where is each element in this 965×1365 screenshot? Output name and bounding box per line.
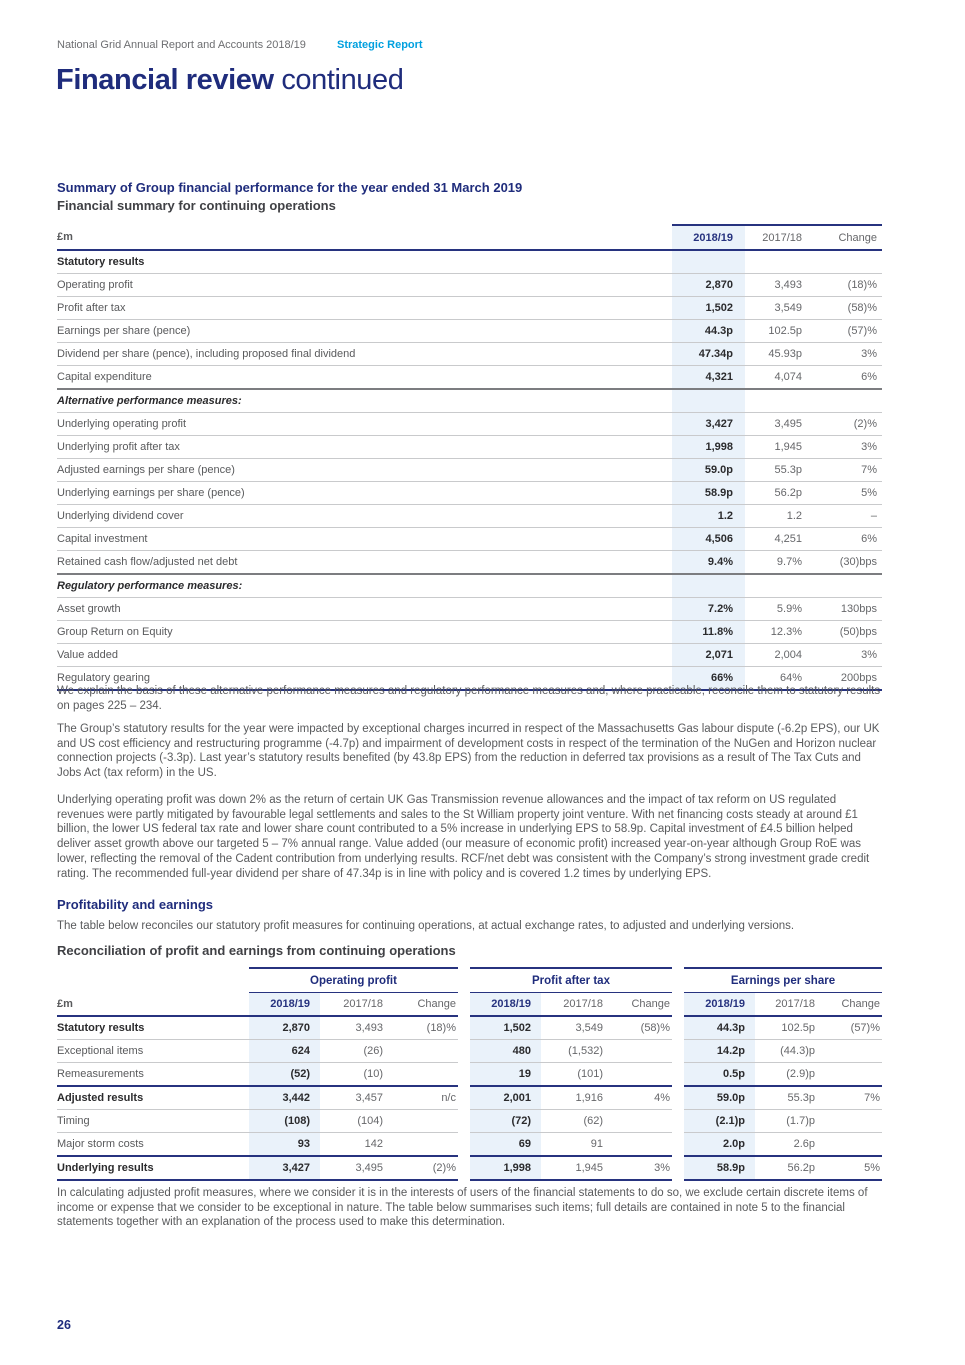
table2-gap [672, 1017, 684, 1039]
pat-2017-18: (62) [541, 1109, 603, 1132]
eps-2017-18: 102.5p [781, 1022, 815, 1034]
rule [57, 1179, 249, 1181]
rule [815, 1179, 882, 1181]
table1-row-label: Underlying earnings per share (pence) [57, 481, 672, 504]
table1-value-change: (18)% [802, 273, 882, 296]
table1-col-change: Change [802, 224, 882, 249]
table2-body [57, 1017, 882, 1179]
paragraph-statutory-results: The Group’s statutory results for the year were impacted by exceptional charges incurred in respect of the Massachusetts Gas labour dispute (-6.2p EPS), our UK and US cost efficiency and restructuring programme (-4.7p) and impairment of development costs in respect of the termination of the NuGen and Horizon nuclear connection projects (-3.3p). Last year’s statutory results benefited (by 43.8p EPS) from the reduction in deferred tax provisions as a result of The Tax Cuts and Jobs Act (tax reform) in the US. [57, 723, 880, 780]
table1-row [57, 620, 882, 643]
table1-row-label: Value added [57, 643, 672, 666]
table1-row-label: Asset growth [57, 597, 672, 620]
pat-2017-18: 3,549 [575, 1022, 603, 1034]
table1-row-label: Earnings per share (pence) [57, 319, 672, 342]
eps-2018-19: 59.0p [684, 1085, 755, 1109]
table2-col-change: Change [383, 993, 458, 1017]
summary-heading: Summary of Group financial performance for the year ended 31 March 2019 [57, 180, 523, 195]
paragraph-underlying-performance: Underlying operating profit was down 2% as the return of certain UK Gas Transmission revenue allowances and the impact of tax reform on US regulated revenues were partly mitigated by favourable legal settlements and sales to the St William property joint venture. With net financing costs steady at around £1 billion, the lower US federal tax rate and lower share count contributed to a 5% increase in underlying EPS to 58.9p. Capital investment of £4.5 billion helped deliver asset growth above our targeted 5 – 7% annual range. Value added (our measure of economic profit) increased year-on-year although Group RoE was lower, reflecting the removal of the Cadent contribution from underlying results. RCF/net debt was consistent with the Company’s strong investment grade credit rating. The recommended full-year dividend per share of 47.34p is in line with policy and is covered 1.2 times by underlying EPS. [57, 794, 870, 880]
pat-2018-19: 69 [470, 1132, 541, 1155]
rule [249, 1179, 320, 1181]
table1-value-change [802, 388, 882, 412]
table1-row-label: Underlying operating profit [57, 412, 672, 435]
table1-row-label: Adjusted earnings per share (pence) [57, 458, 672, 481]
table1-row [57, 550, 882, 573]
table2-gap [672, 1109, 684, 1132]
table2-gap [672, 1155, 684, 1179]
table1-row [57, 527, 882, 550]
table2-gap [458, 1017, 470, 1039]
rule [470, 1179, 541, 1181]
eps-2018-19: 58.9p [684, 1155, 755, 1179]
table1-value-2017-18 [745, 251, 802, 273]
rule [383, 1179, 458, 1181]
table2-group-profit-after-tax: Profit after tax [470, 967, 672, 993]
table1-row-label: Regulatory performance measures: [57, 573, 672, 597]
pat-change: 4% [603, 1085, 672, 1109]
table1-value-2017-18: 4,251 [745, 527, 802, 550]
table2-row-label: Remeasurements [57, 1062, 249, 1085]
table1-value-2017-18: 1.2 [745, 504, 802, 527]
table1-value-change: (30)bps [802, 550, 882, 573]
op-2018-19: 93 [249, 1132, 320, 1155]
table2-group-earnings-per-share: Earnings per share [684, 967, 882, 993]
op-2017-18: 3,493 [355, 1022, 383, 1034]
eps-change [815, 1039, 882, 1062]
paragraph-apm-note: We explain the basis of these alternative performance measures and regulatory performance measures and, where practicable, reconcile them to statutory results on pages 225 – 234. [57, 685, 881, 712]
table1-value-2018-19: 2,071 [672, 643, 745, 666]
table1-value-2018-19: 47.34p [672, 342, 745, 365]
table1-row [57, 458, 882, 481]
table1-value-change: (57)% [802, 319, 882, 342]
table1-body [57, 251, 882, 689]
table1-header-row [57, 224, 882, 251]
op-2018-19: (108) [249, 1109, 320, 1132]
page-content [57, 0, 882, 1365]
op-2018-19: 3,442 [249, 1085, 320, 1109]
table1-value-2018-19: 59.0p [672, 458, 745, 481]
table2-col-change: Change [603, 993, 672, 1017]
eps-2018-19: 14.2p [684, 1039, 755, 1062]
table1-value-2017-18: 102.5p [745, 319, 802, 342]
table2-row [57, 1132, 882, 1155]
table2-row [57, 1109, 882, 1132]
pat-2018-19: 1,502 [470, 1017, 541, 1039]
table2-col-2017-18: 2017/18 [541, 993, 603, 1017]
table1-row-label: Dividend per share (pence), including proposed final dividend [57, 342, 672, 365]
table1-row [57, 597, 882, 620]
eps-2018-19: 44.3p [684, 1017, 755, 1039]
pat-2017-18: 91 [541, 1132, 603, 1155]
table2-row-label: Statutory results [57, 1022, 145, 1034]
table2-gap [458, 1039, 470, 1062]
table1-value-2018-19: 7.2% [672, 597, 745, 620]
table1-row [57, 296, 882, 319]
table1-row [57, 319, 882, 342]
table2-col-2018-19: 2018/19 [249, 993, 320, 1017]
table1-value-2018-19 [672, 573, 745, 597]
eps-change [815, 1132, 882, 1155]
table2-gap [672, 1085, 684, 1109]
profitability-intro: The table below reconciles our statutory profit measures for continuing operations, at actual exchange rates, to adjusted and underlying versions. [57, 920, 795, 932]
op-2018-19: (52) [249, 1062, 320, 1085]
table1-row [57, 643, 882, 666]
pat-change [603, 1062, 672, 1085]
table1-value-2017-18: 9.7% [745, 550, 802, 573]
rule [603, 1179, 672, 1181]
op-2018-19: 3,427 [249, 1155, 320, 1179]
table1-value-2017-18 [745, 573, 802, 597]
table1-value-change: 200bps [802, 666, 882, 689]
eps-2017-18: (1.7)p [755, 1109, 815, 1132]
table1-value-change: 6% [802, 527, 882, 550]
pat-change: 3% [603, 1155, 672, 1179]
table1-value-change: 6% [802, 365, 882, 388]
table1-value-2017-18: 2,004 [745, 643, 802, 666]
table2-col-2017-18: 2017/18 [320, 993, 383, 1017]
pat-change [603, 1132, 672, 1155]
page-header-meta [57, 39, 882, 51]
table1-row-label: Regulatory gearing [57, 666, 672, 689]
table1-value-change: (58)% [802, 296, 882, 319]
pat-change: (58)% [640, 1022, 670, 1034]
table1-value-2018-19: 1,502 [672, 296, 745, 319]
table1-row-label: Underlying profit after tax [57, 435, 672, 458]
pat-2017-18: 1,945 [541, 1155, 603, 1179]
table2-group-title-row [57, 967, 882, 993]
table1-row-label: Alternative performance measures: [57, 388, 672, 412]
pat-2017-18: (1,532) [541, 1039, 603, 1062]
table1-value-2018-19: 9.4% [672, 550, 745, 573]
pat-2017-18: 1,916 [541, 1085, 603, 1109]
page-number: 26 [57, 1318, 71, 1332]
summary-subheading: Financial summary for continuing operations [57, 198, 336, 213]
table1-value-change: (50)bps [802, 620, 882, 643]
table2-gap [458, 1179, 470, 1181]
pat-2018-19: 19 [470, 1062, 541, 1085]
table1-value-change: 130bps [802, 597, 882, 620]
table1-row [57, 365, 882, 388]
table1-value-2017-18: 5.9% [745, 597, 802, 620]
table1-value-2018-19: 44.3p [672, 319, 745, 342]
page-title-continued: continued [273, 64, 404, 96]
eps-2018-19: (2.1)p [684, 1109, 755, 1132]
table2-gap [672, 1179, 684, 1181]
table1-value-2018-19: 66% [672, 666, 745, 689]
table1-row [57, 251, 882, 273]
paragraph-adjusted-measures: In calculating adjusted profit measures, where we consider it is in the interests of users of the financial statements to do so, we exclude certain discrete items of income or expense that we consider to be exceptional in nature. The table below summarises such items; full details are contained in note 5 to the financial statements together with an explanation of the process used to make this determination. [57, 1187, 868, 1229]
eps-2017-18: 56.2p [755, 1155, 815, 1179]
pat-2018-19: 1,998 [470, 1155, 541, 1179]
pat-change [603, 1109, 672, 1132]
table1-value-2017-18: 1,945 [745, 435, 802, 458]
table1-value-2017-18: 3,549 [745, 296, 802, 319]
table1-value-2018-19: 11.8% [672, 620, 745, 643]
rule [320, 1179, 383, 1181]
table1-value-2017-18: 12.3% [745, 620, 802, 643]
table2-col-2017-18: 2017/18 [755, 993, 815, 1017]
table1-value-2017-18: 45.93p [745, 342, 802, 365]
rule [684, 1179, 755, 1181]
eps-2018-19: 0.5p [684, 1062, 755, 1085]
table1-value-2017-18: 3,495 [745, 412, 802, 435]
table1-row-label: Profit after tax [57, 296, 672, 319]
table2-gap [672, 1132, 684, 1155]
op-2018-19: 624 [249, 1039, 320, 1062]
table1-value-2018-19: 58.9p [672, 481, 745, 504]
page-title [56, 64, 403, 97]
table2-gap [458, 1155, 470, 1179]
table1-value-2018-19: 1.2 [672, 504, 745, 527]
op-2017-18: 142 [320, 1132, 383, 1155]
pat-2018-19: 2,001 [470, 1085, 541, 1109]
op-2017-18: 3,457 [320, 1085, 383, 1109]
table2-bottom-rule [57, 1179, 882, 1181]
table1-row [57, 412, 882, 435]
op-change [383, 1132, 458, 1155]
table1-row [57, 342, 882, 365]
table1-row-label: Group Return on Equity [57, 620, 672, 643]
table1-row-label: Operating profit [57, 273, 672, 296]
page-title-bold: Financial review [56, 64, 274, 96]
pat-2018-19: 480 [470, 1039, 541, 1062]
op-change [383, 1062, 458, 1085]
report-name: National Grid Annual Report and Accounts 2018/19 [57, 39, 306, 51]
table1-row-label: Statutory results [57, 256, 145, 268]
op-2017-18: (104) [320, 1109, 383, 1132]
table2-group-operating-profit: Operating profit [249, 967, 458, 993]
table1-row [57, 481, 882, 504]
pat-change [603, 1039, 672, 1062]
table1-value-2017-18: 55.3p [745, 458, 802, 481]
table1-unit-label: £m [57, 230, 73, 243]
table1-value-change: 5% [802, 481, 882, 504]
eps-change: 7% [815, 1085, 882, 1109]
table2-gap [458, 1132, 470, 1155]
op-change: (2)% [383, 1155, 458, 1179]
table1-value-change: (2)% [802, 412, 882, 435]
table2-col-change: Change [815, 993, 882, 1017]
table1-value-2018-19: 4,506 [672, 527, 745, 550]
table1-value-change: 3% [802, 643, 882, 666]
rule [541, 1179, 603, 1181]
eps-2018-19: 2.0p [684, 1132, 755, 1155]
table2-col-2018-19: 2018/19 [470, 993, 541, 1017]
table2-gap [458, 967, 470, 993]
table1-value-2017-18 [745, 388, 802, 412]
rule [755, 1179, 815, 1181]
op-2017-18: (10) [320, 1062, 383, 1085]
table1-value-change: 3% [802, 435, 882, 458]
table2-row-label: Major storm costs [57, 1132, 249, 1155]
eps-2017-18: (2.9)p [755, 1062, 815, 1085]
table2-row [57, 1085, 882, 1109]
eps-2017-18: 2.6p [755, 1132, 815, 1155]
table1-value-change: 7% [802, 458, 882, 481]
eps-2017-18: (44.3)p [755, 1039, 815, 1062]
op-2017-18: 3,495 [320, 1155, 383, 1179]
table1-row [57, 388, 882, 412]
table1-row [57, 273, 882, 296]
table1-value-2018-19 [672, 388, 745, 412]
table2-row-label: Exceptional items [57, 1039, 249, 1062]
section-badge: Strategic Report [337, 39, 423, 51]
table1-value-change [802, 573, 882, 597]
table1-value-2018-19: 4,321 [672, 365, 745, 388]
table1-value-change [802, 251, 882, 273]
table2-row-label: Timing [57, 1109, 249, 1132]
table2-gap [672, 1062, 684, 1085]
table2-row [57, 1062, 882, 1085]
eps-2017-18: 55.3p [755, 1085, 815, 1109]
table2-row [57, 1155, 882, 1179]
table2-gap [672, 1039, 684, 1062]
pat-2018-19: (72) [470, 1109, 541, 1132]
table1-value-change: – [802, 504, 882, 527]
table2-row [57, 1017, 882, 1039]
eps-change [815, 1062, 882, 1085]
table2-gap [458, 1109, 470, 1132]
table1-row-label: Capital expenditure [57, 365, 672, 388]
eps-change [815, 1109, 882, 1132]
op-2017-18: (26) [320, 1039, 383, 1062]
op-2018-19: 2,870 [249, 1017, 320, 1039]
table1-value-2017-18: 3,493 [745, 273, 802, 296]
table2-gap [458, 1085, 470, 1109]
op-change: n/c [383, 1085, 458, 1109]
table1-row-label: Capital investment [57, 527, 672, 550]
table1-row-label: Underlying dividend cover [57, 504, 672, 527]
table1-row [57, 435, 882, 458]
table1-col-2018-19: 2018/19 [672, 224, 745, 249]
eps-change: 5% [815, 1155, 882, 1179]
table1-value-2017-18: 56.2p [745, 481, 802, 504]
eps-change: (57)% [850, 1022, 880, 1034]
table1-value-2018-19: 3,427 [672, 412, 745, 435]
table1-row [57, 573, 882, 597]
table2-col-2018-19: 2018/19 [684, 993, 755, 1017]
table1-value-2017-18: 4,074 [745, 365, 802, 388]
table2-row-label: Underlying results [57, 1155, 249, 1179]
op-change: (18)% [426, 1022, 456, 1034]
table2-gap [672, 967, 684, 993]
financial-summary-table [57, 224, 882, 691]
op-change [383, 1039, 458, 1062]
op-change [383, 1109, 458, 1132]
table1-row-label: Retained cash flow/adjusted net debt [57, 550, 672, 573]
table1-value-2018-19: 1,998 [672, 435, 745, 458]
table1-value-2017-18: 64% [745, 666, 802, 689]
table2-unit-label: £m [57, 993, 249, 1017]
pat-2017-18: (101) [541, 1062, 603, 1085]
table1-row [57, 504, 882, 527]
table2-row [57, 1039, 882, 1062]
table2-subheader-row [57, 993, 882, 1017]
reconciliation-table [57, 967, 882, 1181]
profitability-heading: Profitability and earnings [57, 897, 214, 912]
table2-gap [458, 1062, 470, 1085]
table1-value-2018-19 [672, 251, 745, 273]
table2-gap [458, 993, 470, 1017]
table2-title-spacer [57, 967, 249, 993]
reconciliation-table-title: Reconciliation of profit and earnings from continuing operations [57, 943, 456, 958]
table1-value-2018-19: 2,870 [672, 273, 745, 296]
table2-gap [672, 993, 684, 1017]
table1-value-change: 3% [802, 342, 882, 365]
table1-col-2017-18: 2017/18 [745, 224, 802, 249]
table2-row-label: Adjusted results [57, 1085, 249, 1109]
